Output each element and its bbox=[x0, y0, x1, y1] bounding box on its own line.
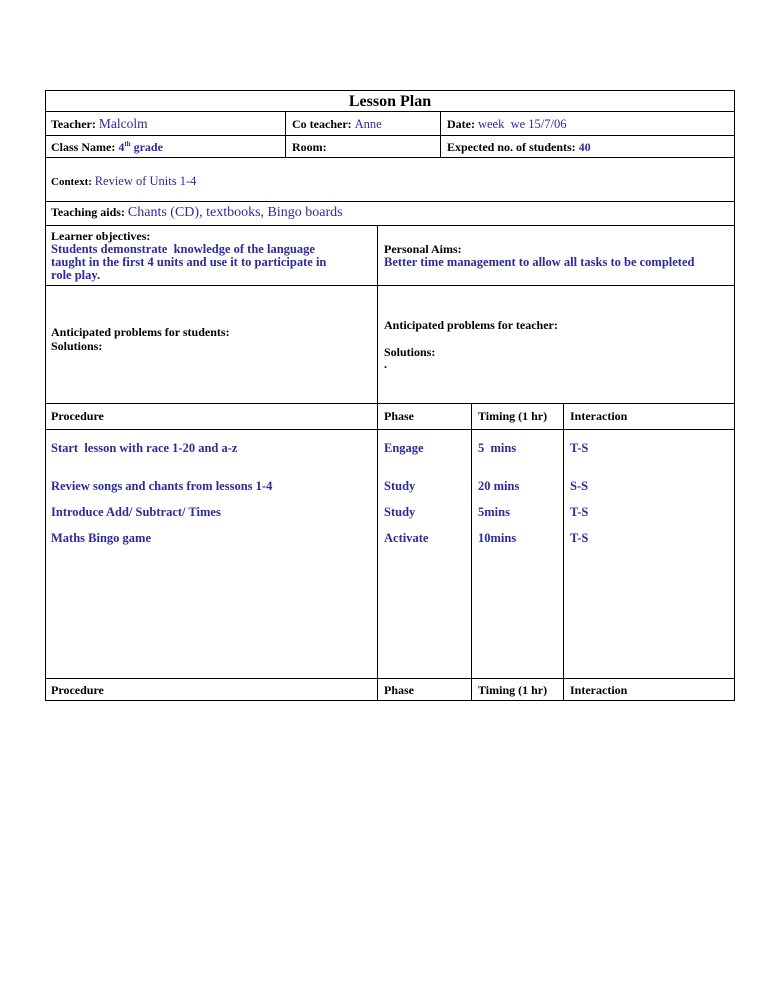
personal-aims-value: Better time management to allow all tasks to be completed bbox=[384, 255, 695, 269]
row-procedure: Start lesson with race 1-20 and a-z bbox=[51, 441, 238, 455]
problems-students-solutions: Solutions: bbox=[51, 339, 103, 353]
rule bbox=[45, 225, 735, 226]
class-name-label: Class Name: bbox=[51, 140, 116, 154]
class-name-rest: grade bbox=[130, 140, 163, 154]
learner-objectives-line: role play. bbox=[51, 268, 101, 282]
context-label: Context: bbox=[51, 176, 92, 188]
learner-objectives-label: Learner objectives: bbox=[51, 229, 151, 243]
header-timing: Timing (1 hr) bbox=[478, 409, 548, 423]
problems-teacher-label: Anticipated problems for teacher: bbox=[384, 318, 558, 332]
rule bbox=[471, 403, 472, 701]
date-value: week we 15/7/06 bbox=[477, 117, 567, 131]
row-phase: Activate bbox=[384, 531, 429, 545]
rule bbox=[440, 111, 441, 157]
problems-teacher-solutions: Solutions: bbox=[384, 345, 436, 359]
expected-value: 40 bbox=[578, 140, 591, 154]
rule bbox=[45, 135, 735, 136]
context-field bbox=[51, 174, 196, 189]
footer-timing: Timing (1 hr) bbox=[478, 683, 548, 697]
rule bbox=[45, 403, 735, 404]
row-procedure: Introduce Add/ Subtract/ Times bbox=[51, 505, 221, 519]
row-phase: Study bbox=[384, 479, 416, 493]
row-procedure: Review songs and chants from lessons 1-4 bbox=[51, 479, 273, 493]
rule bbox=[285, 111, 286, 157]
footer-phase: Phase bbox=[384, 683, 414, 697]
class-name-suffix: th bbox=[124, 140, 131, 148]
room-label: Room: bbox=[292, 140, 327, 154]
co-teacher-label: Co teacher: bbox=[292, 117, 352, 131]
teaching-aids-field bbox=[51, 205, 343, 221]
row-timing: 20 mins bbox=[478, 479, 520, 493]
header-procedure: Procedure bbox=[51, 409, 104, 423]
page-title: Lesson Plan bbox=[348, 93, 432, 110]
date-field bbox=[447, 117, 567, 132]
class-name-value bbox=[118, 140, 163, 154]
row-interaction: T-S bbox=[570, 441, 589, 455]
expected-field bbox=[447, 140, 591, 155]
row-procedure: Maths Bingo game bbox=[51, 531, 151, 545]
date-label: Date: bbox=[447, 117, 475, 131]
row-interaction: S-S bbox=[570, 479, 589, 493]
teaching-aids-value: Chants (CD), textbooks, Bingo boards bbox=[127, 205, 343, 220]
header-interaction: Interaction bbox=[570, 409, 628, 423]
teaching-aids-label: Teaching aids: bbox=[51, 205, 125, 219]
problems-students-label: Anticipated problems for students: bbox=[51, 325, 230, 339]
co-teacher-value: Anne bbox=[354, 117, 382, 131]
rule bbox=[45, 285, 735, 286]
problems-teacher-dot: . bbox=[384, 357, 387, 371]
teacher-field bbox=[51, 116, 148, 132]
class-name-number: 4 bbox=[118, 140, 125, 154]
co-teacher-field bbox=[292, 117, 382, 132]
personal-aims-label: Personal Aims: bbox=[384, 242, 462, 256]
teacher-value: Malcolm bbox=[98, 116, 148, 131]
learner-objectives-line: taught in the first 4 units and use it to participate in bbox=[51, 255, 327, 269]
footer-procedure: Procedure bbox=[51, 683, 104, 697]
row-timing: 10mins bbox=[478, 531, 517, 545]
teacher-label: Teacher: bbox=[51, 117, 96, 131]
rule bbox=[45, 678, 735, 679]
rule bbox=[45, 111, 735, 112]
rule bbox=[45, 157, 735, 158]
row-phase: Study bbox=[384, 505, 416, 519]
footer-interaction: Interaction bbox=[570, 683, 628, 697]
row-interaction: T-S bbox=[570, 505, 589, 519]
rule bbox=[45, 201, 735, 202]
learner-objectives-line: Students demonstrate knowledge of the language bbox=[51, 242, 315, 256]
class-name-field bbox=[51, 140, 163, 155]
context-value: Review of Units 1-4 bbox=[94, 174, 197, 188]
rule bbox=[377, 225, 378, 701]
header-phase: Phase bbox=[384, 409, 414, 423]
row-phase: Engage bbox=[384, 441, 424, 455]
rule bbox=[45, 429, 735, 430]
row-timing: 5 mins bbox=[478, 441, 517, 455]
row-timing: 5mins bbox=[478, 505, 510, 519]
rule bbox=[563, 403, 564, 701]
expected-label: Expected no. of students: bbox=[447, 140, 576, 154]
row-interaction: T-S bbox=[570, 531, 589, 545]
